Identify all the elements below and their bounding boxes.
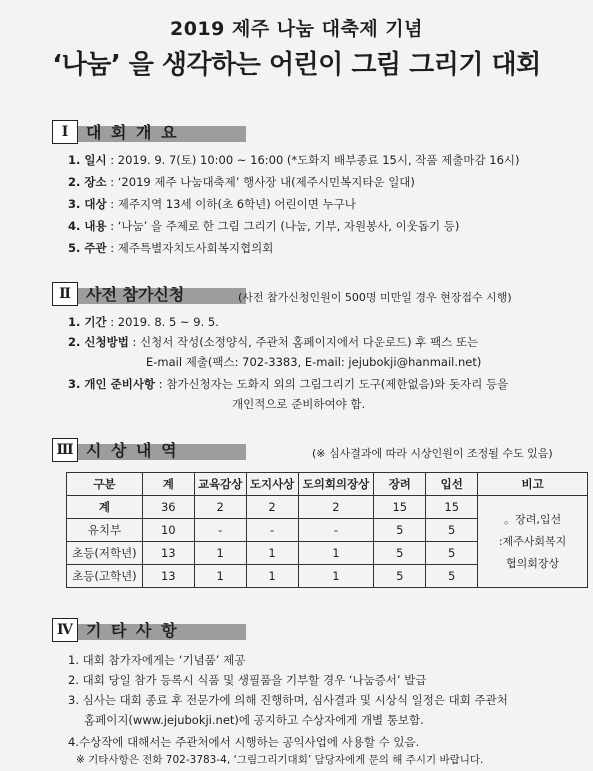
contact-note: ※ 기타사항은 전화 702-3783-4, ‘그림그리기대회’ 담당자에게 문의 해 주시기 바랍니다.	[76, 754, 484, 766]
table-cell: 2	[194, 496, 246, 519]
remark-line: 。장려,입선	[504, 512, 562, 526]
header-governor: 도지사상	[246, 473, 298, 496]
section-3-note: (※ 심사결과에 따라 시상인원이 조정될 수도 있음)	[312, 447, 553, 460]
overview-item-host: 5. 주관 : 제주특별자치도사회복지협의회	[68, 241, 274, 255]
table-cell: 2	[246, 496, 298, 519]
overview-item-content: 4. 내용 : ‘나눔’ 을 주제로 한 그림 그리기 (나눔, 기부, 자원봉사, 이웃돕기 등)	[68, 219, 460, 233]
misc-item: 3. 심사는 대회 종료 후 전문가에 의해 진행하며, 심사결과 및 시상식 일정은 대회 주관처	[68, 693, 508, 707]
table-cell: 13	[142, 542, 194, 565]
section-4-header	[52, 618, 532, 644]
section-4-title: 기 타 사 항	[86, 621, 179, 640]
table-cell: -	[194, 519, 246, 542]
misc-item: 1. 대회 참가자에게는 ‘기념품’ 제공	[68, 653, 246, 667]
section-1-header	[52, 120, 532, 146]
remark-line: 협의회장상	[506, 556, 560, 570]
table-cell: 15	[426, 496, 478, 519]
misc-item: 4.수상작에 대해서는 주관처에서 시행하는 공익사업에 사용할 수 있음.	[68, 735, 420, 749]
header-encouragement: 장려	[374, 473, 426, 496]
table-cell: 초등(저학년)	[67, 542, 143, 565]
overview-item-place: 2. 장소 : ‘2019 제주 나눔대축제’ 행사장 내(제주시민복지타운 일대)	[68, 175, 415, 189]
table-header-row	[67, 473, 588, 496]
section-2-number: Ⅱ	[52, 282, 78, 306]
remarks-cell	[478, 496, 588, 588]
section-3-number: Ⅲ	[52, 438, 78, 462]
header-selected: 입선	[426, 473, 478, 496]
apply-item-method: 2. 신청방법 : 신청서 작성(소정양식, 주관처 홈페이지에서 다운로드) 후 팩스 또는	[68, 335, 479, 349]
table-cell: 1	[246, 565, 298, 588]
table-cell: 1	[194, 565, 246, 588]
header-category: 구분	[67, 473, 143, 496]
event-subtitle: 2019 제주 나눔 대축제 기념	[169, 18, 424, 40]
apply-item-prep-cont: 개인적으로 준비하여야 함.	[232, 397, 366, 411]
overview-item-target: 3. 대상 : 제주지역 13세 이하(초 6학년) 어린이면 누구나	[68, 197, 356, 211]
header-total: 계	[142, 473, 194, 496]
apply-item-prep: 3. 개인 준비사항 : 참가신청자는 도화지 외의 그림그리기 도구(제한없음)와 돗자리 등을	[68, 377, 509, 391]
table-cell: 계	[67, 496, 143, 519]
header-remarks: 비고	[478, 473, 588, 496]
header-superintendent: 교육감상	[194, 473, 246, 496]
table-cell: 15	[374, 496, 426, 519]
misc-item: 2. 대회 당일 참가 등록시 식품 및 생필품을 기부할 경우 ‘나눔증서’ 발급	[68, 673, 427, 687]
table-cell: 5	[374, 542, 426, 565]
table-cell: -	[298, 519, 374, 542]
table-cell: -	[246, 519, 298, 542]
section-2-title: 사전 참가신청	[86, 285, 185, 304]
table-cell: 초등(고학년)	[67, 565, 143, 588]
event-title: ‘나눔’ 을 생각하는 어린이 그림 그리기 대회	[52, 50, 541, 80]
table-cell: 10	[142, 519, 194, 542]
table-cell: 1	[298, 565, 374, 588]
header-council-chair: 도의회의장상	[298, 473, 374, 496]
table-cell: 1	[246, 542, 298, 565]
table-cell: 5	[426, 519, 478, 542]
table-cell: 5	[374, 519, 426, 542]
section-1-number: Ⅰ	[52, 120, 78, 144]
apply-item-period: 1. 기간 : 2019. 8. 5 ~ 9. 5.	[68, 315, 219, 329]
section-3-title: 시 상 내 역	[86, 441, 179, 460]
section-4-number: Ⅳ	[52, 618, 78, 642]
table-cell: 5	[426, 565, 478, 588]
remark-line: :제주사회복지	[498, 534, 567, 548]
table-cell: 1	[194, 542, 246, 565]
table-cell: 유치부	[67, 519, 143, 542]
overview-item-date: 1. 일시 : 2019. 9. 7(토) 10:00 ~ 16:00 (*도화지 배부종료 15시, 작품 제출마감 16시)	[68, 153, 520, 167]
awards-table	[66, 472, 588, 588]
table-cell: 5	[426, 542, 478, 565]
table-cell: 5	[374, 565, 426, 588]
section-1-title: 대 회 개 요	[86, 123, 179, 142]
section-2-note: (사전 참가신청인원이 500명 미만일 경우 현장접수 시행)	[238, 291, 512, 304]
table-row	[67, 496, 588, 519]
table-cell: 2	[298, 496, 374, 519]
table-cell: 1	[298, 542, 374, 565]
misc-item-cont: 홈페이지(www.jejubokji.net)에 공지하고 수상자에게 개별 통보함.	[84, 713, 424, 727]
apply-item-method-cont: E-mail 제출(팩스: 702-3383, E-mail: jejubokji@hanmail.net)	[146, 355, 482, 369]
table-cell: 13	[142, 565, 194, 588]
table-cell: 36	[142, 496, 194, 519]
